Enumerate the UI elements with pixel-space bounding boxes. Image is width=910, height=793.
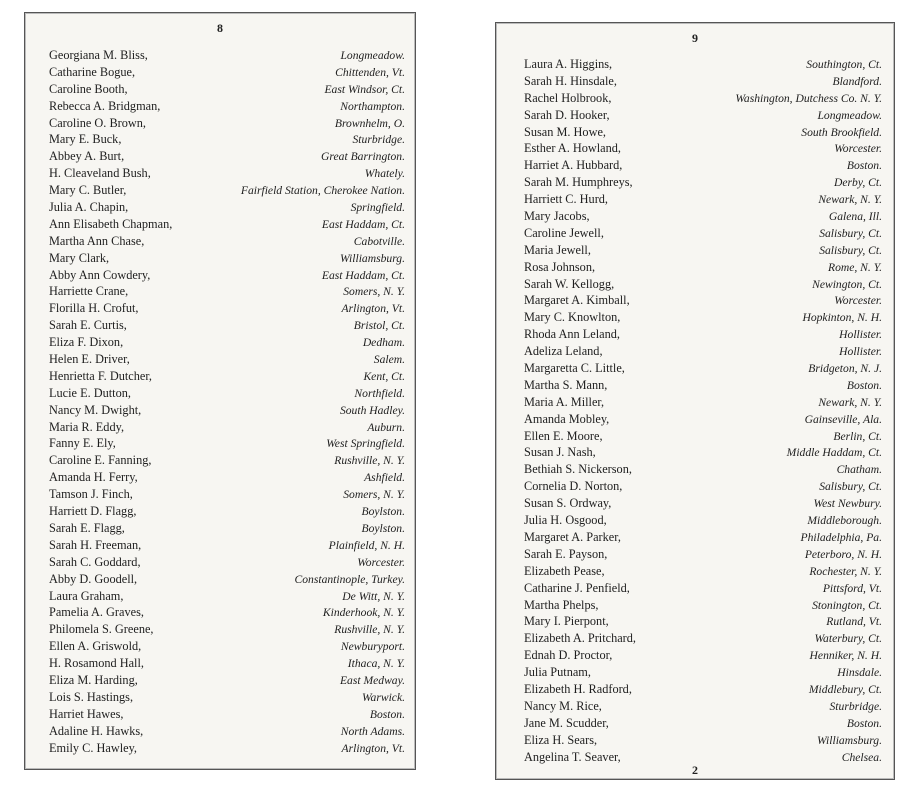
hometown: West Springfield.: [326, 437, 405, 451]
hometown: Berlin, Ct.: [833, 429, 882, 443]
list-item: [49, 419, 405, 436]
student-name: Mary C. Knowlton,: [524, 310, 621, 325]
list-item: [49, 402, 405, 419]
list-item: [49, 368, 405, 385]
list-item: [524, 56, 882, 73]
list-item: [49, 554, 405, 571]
list-item: [524, 715, 882, 732]
hometown: Williamsburg.: [340, 251, 405, 265]
student-name: Caroline E. Fanning,: [49, 453, 152, 468]
list-item: [524, 411, 882, 428]
student-name: Rhoda Ann Leland,: [524, 327, 620, 342]
hometown: Southington, Ct.: [806, 58, 882, 71]
student-name: Nancy M. Dwight,: [49, 402, 142, 417]
list-item: [49, 385, 405, 402]
hometown: Arlington, Vt.: [341, 741, 405, 755]
student-name: Susan S. Ordway,: [524, 496, 612, 511]
list-item: [524, 191, 882, 208]
hometown: Salisbury, Ct.: [819, 243, 882, 257]
student-name: Ellen E. Moore,: [524, 428, 603, 443]
list-item: [49, 131, 405, 148]
list-item: [524, 90, 882, 107]
hometown: Worcester.: [834, 142, 882, 156]
list-item: [49, 638, 405, 655]
list-item: [49, 503, 405, 520]
list-item: [49, 486, 405, 503]
student-name: Helen E. Driver,: [49, 352, 130, 367]
hometown: Longmeadow.: [817, 108, 882, 122]
hometown: Bridgeton, N. J.: [808, 362, 882, 376]
hometown: Hollister.: [839, 345, 882, 359]
list-item: [49, 250, 405, 267]
hometown: Rushville, N. Y.: [334, 454, 405, 468]
list-item: [524, 580, 882, 597]
list-item: [49, 165, 405, 182]
hometown: Somers, N. Y.: [343, 488, 405, 502]
list-item: [49, 81, 405, 98]
list-item: [49, 435, 405, 452]
hometown: East Haddam, Ct.: [321, 268, 405, 282]
list-item: [524, 73, 882, 90]
student-name: Lois S. Hastings,: [49, 689, 134, 704]
hometown: Newburyport.: [340, 640, 405, 654]
student-name: Sarah D. Hooker,: [524, 107, 610, 122]
hometown: Springfield.: [350, 201, 405, 215]
student-name: Adeliza Leland,: [524, 344, 603, 359]
hometown: Middle Haddam, Ct.: [786, 446, 882, 460]
hometown: Derby, Ct.: [834, 176, 882, 190]
list-item: [49, 115, 405, 132]
student-name: Abbey A. Burt,: [49, 149, 125, 164]
list-item: [524, 377, 882, 394]
student-name: Caroline Booth,: [49, 81, 128, 96]
list-item: [49, 588, 405, 605]
list-item: [524, 259, 882, 276]
list-item: [524, 225, 882, 242]
list-item: [524, 647, 882, 664]
student-name: Pamelia A. Graves,: [49, 605, 144, 620]
hometown: Dedham.: [362, 336, 405, 350]
list-item: [49, 334, 405, 351]
student-name: Martha Phelps,: [524, 597, 599, 612]
student-name: Angelina T. Seaver,: [524, 749, 621, 764]
student-name: Maria A. Miller,: [524, 394, 605, 409]
hometown: Chelsea.: [841, 750, 882, 764]
student-name: Bethiah S. Nickerson,: [524, 462, 632, 477]
hometown: Rome, N. Y.: [827, 260, 882, 274]
hometown: Newington, Ct.: [812, 277, 882, 291]
student-name: Elizabeth H. Radford,: [524, 681, 632, 696]
list-item: [524, 343, 882, 360]
hometown: Washington, Dutchess Co. N. Y.: [735, 91, 882, 105]
page-number-9: 9: [692, 31, 698, 45]
list-item: [524, 546, 882, 563]
student-name: Catharine J. Penfield,: [524, 580, 630, 595]
student-name: Adaline H. Hawks,: [49, 723, 144, 738]
hometown: Worcester.: [834, 294, 882, 308]
list-item: [49, 537, 405, 554]
student-name: Abby D. Goodell,: [49, 571, 138, 586]
student-name: Rachel Holbrook,: [524, 90, 612, 105]
list-item: [49, 233, 405, 250]
student-name: Mary C. Butler,: [49, 183, 127, 198]
student-name: Sarah E. Curtis,: [49, 318, 127, 333]
student-name: Harriett C. Hurd,: [524, 192, 609, 207]
hometown: Auburn.: [367, 420, 405, 434]
hometown: Cabotville.: [353, 234, 405, 248]
list-item: [524, 309, 882, 326]
list-item: [49, 520, 405, 537]
student-name: Sarah M. Humphreys,: [524, 175, 633, 190]
student-name: Abby Ann Cowdery,: [49, 267, 151, 282]
hometown: Salem.: [373, 353, 405, 367]
hometown: East Medway.: [339, 673, 405, 687]
list-item: [49, 571, 405, 588]
hometown: De Witt, N. Y.: [342, 589, 405, 603]
list-item: [524, 681, 882, 698]
list-item: [524, 563, 882, 580]
list-item: [49, 199, 405, 216]
hometown: Worcester.: [357, 555, 405, 569]
right-page: [495, 22, 895, 780]
student-name: Rebecca A. Bridgman,: [49, 98, 161, 113]
list-item: [524, 461, 882, 478]
hometown: Rushville, N. Y.: [334, 623, 405, 637]
list-item: [524, 664, 882, 681]
student-name: Laura Graham,: [49, 588, 124, 603]
hometown: Great Barrington.: [321, 150, 405, 164]
list-item: [49, 47, 405, 64]
list-item: [49, 740, 405, 757]
list-item: [524, 428, 882, 445]
student-name: Martha S. Mann,: [524, 377, 608, 392]
list-item: [49, 351, 405, 368]
hometown: Rochester, N. Y.: [809, 564, 882, 578]
list-item: [524, 495, 882, 512]
hometown: Ashfield.: [364, 471, 405, 485]
hometown: Boston.: [846, 716, 882, 730]
student-name: Sarah E. Payson,: [524, 546, 608, 561]
hometown: Kent, Ct.: [363, 369, 405, 383]
student-name: Elizabeth Pease,: [524, 563, 605, 578]
list-item: [49, 706, 405, 723]
hometown: Brownhelm, O.: [334, 116, 405, 130]
hometown: Philadelphia, Pa.: [800, 530, 882, 544]
hometown: Hollister.: [839, 328, 882, 342]
list-item: [49, 283, 405, 300]
list-item: [524, 326, 882, 343]
student-name: Fanny E. Ely,: [49, 436, 116, 451]
list-item: [524, 444, 882, 461]
hometown: Kinderhook, N. Y.: [322, 606, 405, 620]
student-name: Julia Putnam,: [524, 665, 591, 680]
list-item: [524, 394, 882, 411]
hometown: West Newbury.: [813, 497, 882, 511]
student-name: Susan J. Nash,: [524, 445, 596, 460]
student-name: Sarah H. Freeman,: [49, 537, 142, 552]
list-item: [49, 604, 405, 621]
student-name: Mary E. Buck,: [49, 132, 122, 147]
student-name: Caroline O. Brown,: [49, 115, 146, 130]
student-list-left: [49, 47, 405, 756]
hometown: Galena, Ill.: [828, 210, 882, 224]
student-name: Rosa Johnson,: [524, 259, 596, 274]
student-name: Amanda H. Ferry,: [49, 470, 138, 485]
left-page: [24, 12, 416, 770]
student-name: Eliza F. Dixon,: [49, 335, 124, 350]
student-name: Esther A. Howland,: [524, 141, 621, 156]
student-name: H. Cleaveland Bush,: [49, 166, 151, 181]
student-name: Mary Clark,: [49, 250, 110, 265]
list-item: [49, 64, 405, 81]
student-name: Julia A. Chapin,: [49, 200, 129, 215]
student-name: Caroline Jewell,: [524, 225, 604, 240]
student-name: Tamson J. Finch,: [49, 487, 133, 502]
hometown: Blandford.: [832, 74, 882, 88]
hometown: Gainseville, Ala.: [804, 412, 882, 426]
hometown: Boston.: [846, 378, 882, 392]
student-name: Cornelia D. Norton,: [524, 479, 623, 494]
student-name: Florilla H. Crofut,: [49, 301, 139, 316]
hometown: Whately.: [364, 167, 405, 181]
hometown: Northampton.: [340, 99, 405, 113]
student-name: Eliza M. Harding,: [49, 672, 138, 687]
hometown: Peterboro, N. H.: [804, 547, 882, 561]
list-item: [524, 140, 882, 157]
student-name: H. Rosamond Hall,: [49, 656, 144, 671]
list-item: [49, 452, 405, 469]
list-item: [524, 107, 882, 124]
list-item: [524, 174, 882, 191]
student-name: Ellen A. Griswold,: [49, 639, 142, 654]
hometown: Williamsburg.: [817, 733, 882, 747]
list-item: [49, 621, 405, 638]
hometown: Boylston.: [361, 505, 405, 519]
hometown: Boston.: [369, 707, 405, 721]
student-name: Ednah D. Proctor,: [524, 648, 613, 663]
student-name: Harriet Hawes,: [49, 706, 124, 721]
list-item: [524, 478, 882, 495]
hometown: Constantinople, Turkey.: [294, 572, 405, 586]
hometown: Chittenden, Vt.: [335, 65, 405, 79]
list-item: [49, 216, 405, 233]
hometown: Salisbury, Ct.: [819, 226, 882, 240]
hometown: Hinsdale.: [837, 666, 882, 680]
student-name: Philomela S. Greene,: [49, 622, 154, 637]
student-name: Ann Elisabeth Chapman,: [49, 216, 173, 231]
student-name: Nancy M. Rice,: [524, 698, 602, 713]
student-name: Margaretta C. Little,: [524, 361, 625, 376]
hometown: Henniker, N. H.: [809, 649, 882, 663]
student-list-right: [524, 56, 882, 765]
student-name: Mary I. Pierpont,: [524, 614, 609, 629]
list-item: [49, 317, 405, 334]
student-name: Elizabeth A. Pritchard,: [524, 631, 637, 646]
hometown: Middlebury, Ct.: [808, 682, 882, 696]
list-item: [49, 300, 405, 317]
list-item: [524, 360, 882, 377]
list-item: [524, 276, 882, 293]
hometown: Somers, N. Y.: [343, 285, 405, 299]
list-item: [49, 469, 405, 486]
student-name: Laura A. Higgins,: [524, 57, 613, 71]
hometown: Newark, N. Y.: [818, 395, 882, 409]
list-item: [49, 655, 405, 672]
list-item: [49, 182, 405, 199]
student-name: Catharine Bogue,: [49, 64, 136, 79]
list-item: [49, 723, 405, 740]
student-name: Georgiana M. Bliss,: [49, 48, 148, 62]
hometown: Pittsford, Vt.: [822, 581, 882, 595]
hometown: Middleborough.: [807, 514, 882, 528]
list-item: [524, 512, 882, 529]
student-name: Harriette Crane,: [49, 284, 129, 299]
list-item: [524, 208, 882, 225]
list-item: [524, 597, 882, 614]
list-item: [524, 613, 882, 630]
hometown: Ithaca, N. Y.: [347, 657, 405, 671]
list-item: [524, 630, 882, 647]
hometown: Hopkinton, N. H.: [802, 311, 882, 325]
hometown: Arlington, Vt.: [341, 302, 405, 316]
list-item: [49, 267, 405, 284]
hometown: North Adams.: [340, 724, 405, 738]
list-item: [524, 529, 882, 546]
student-name: Lucie E. Dutton,: [49, 385, 131, 400]
student-name: Eliza H. Sears,: [524, 732, 598, 747]
hometown: Boston.: [846, 159, 882, 173]
student-name: Sarah W. Kellogg,: [524, 276, 615, 291]
list-item: [524, 732, 882, 749]
hometown: South Hadley.: [339, 403, 405, 417]
hometown: Stonington, Ct.: [812, 598, 882, 612]
list-item: [524, 157, 882, 174]
hometown: Bristol, Ct.: [353, 319, 405, 333]
student-name: Margaret A. Parker,: [524, 529, 621, 544]
student-name: Maria Jewell,: [524, 242, 591, 257]
student-name: Maria R. Eddy,: [49, 419, 125, 434]
student-name: Margaret A. Kimball,: [524, 293, 630, 308]
hometown: Sturbridge.: [829, 699, 882, 713]
hometown: Salisbury, Ct.: [819, 480, 882, 494]
hometown: Sturbridge.: [352, 133, 405, 147]
list-item: [49, 689, 405, 706]
hometown: East Haddam, Ct.: [321, 217, 405, 231]
student-name: Susan M. Howe,: [524, 124, 606, 139]
list-item: [49, 98, 405, 115]
list-item: [524, 242, 882, 259]
hometown: Boylston.: [361, 521, 405, 535]
hometown: Newark, N. Y.: [818, 193, 882, 207]
student-name: Harriet A. Hubbard,: [524, 158, 623, 173]
hometown: Fairfield Station, Cherokee Nation.: [240, 184, 405, 198]
student-name: Sarah E. Flagg,: [49, 520, 125, 535]
hometown: Northfield.: [354, 386, 405, 400]
list-item: [524, 698, 882, 715]
hometown: Longmeadow.: [340, 49, 405, 62]
hometown: Rutland, Vt.: [826, 615, 882, 629]
list-item: [524, 292, 882, 309]
list-item: [49, 672, 405, 689]
student-name: Martha Ann Chase,: [49, 233, 145, 248]
list-item: [524, 124, 882, 141]
student-name: Amanda Mobley,: [524, 411, 610, 426]
student-name: Sarah C. Goddard,: [49, 554, 141, 569]
student-name: Julia H. Osgood,: [524, 513, 607, 528]
student-name: Emily C. Hawley,: [49, 740, 137, 755]
hometown: Warwick.: [361, 690, 405, 704]
student-name: Henrietta F. Dutcher,: [49, 368, 153, 383]
list-item: [49, 148, 405, 165]
student-name: Mary Jacobs,: [524, 209, 590, 224]
hometown: East Windsor, Ct.: [324, 82, 405, 96]
signature-mark: 2: [692, 763, 698, 777]
student-name: Jane M. Scudder,: [524, 715, 609, 730]
student-name: Sarah H. Hinsdale,: [524, 73, 617, 88]
student-name: Harriett D. Flagg,: [49, 504, 137, 519]
hometown: South Brookfield.: [801, 125, 882, 139]
hometown: Chatham.: [836, 463, 882, 477]
page-number-8: 8: [217, 21, 223, 35]
hometown: Waterbury, Ct.: [814, 632, 882, 646]
hometown: Plainfield, N. H.: [328, 538, 405, 552]
